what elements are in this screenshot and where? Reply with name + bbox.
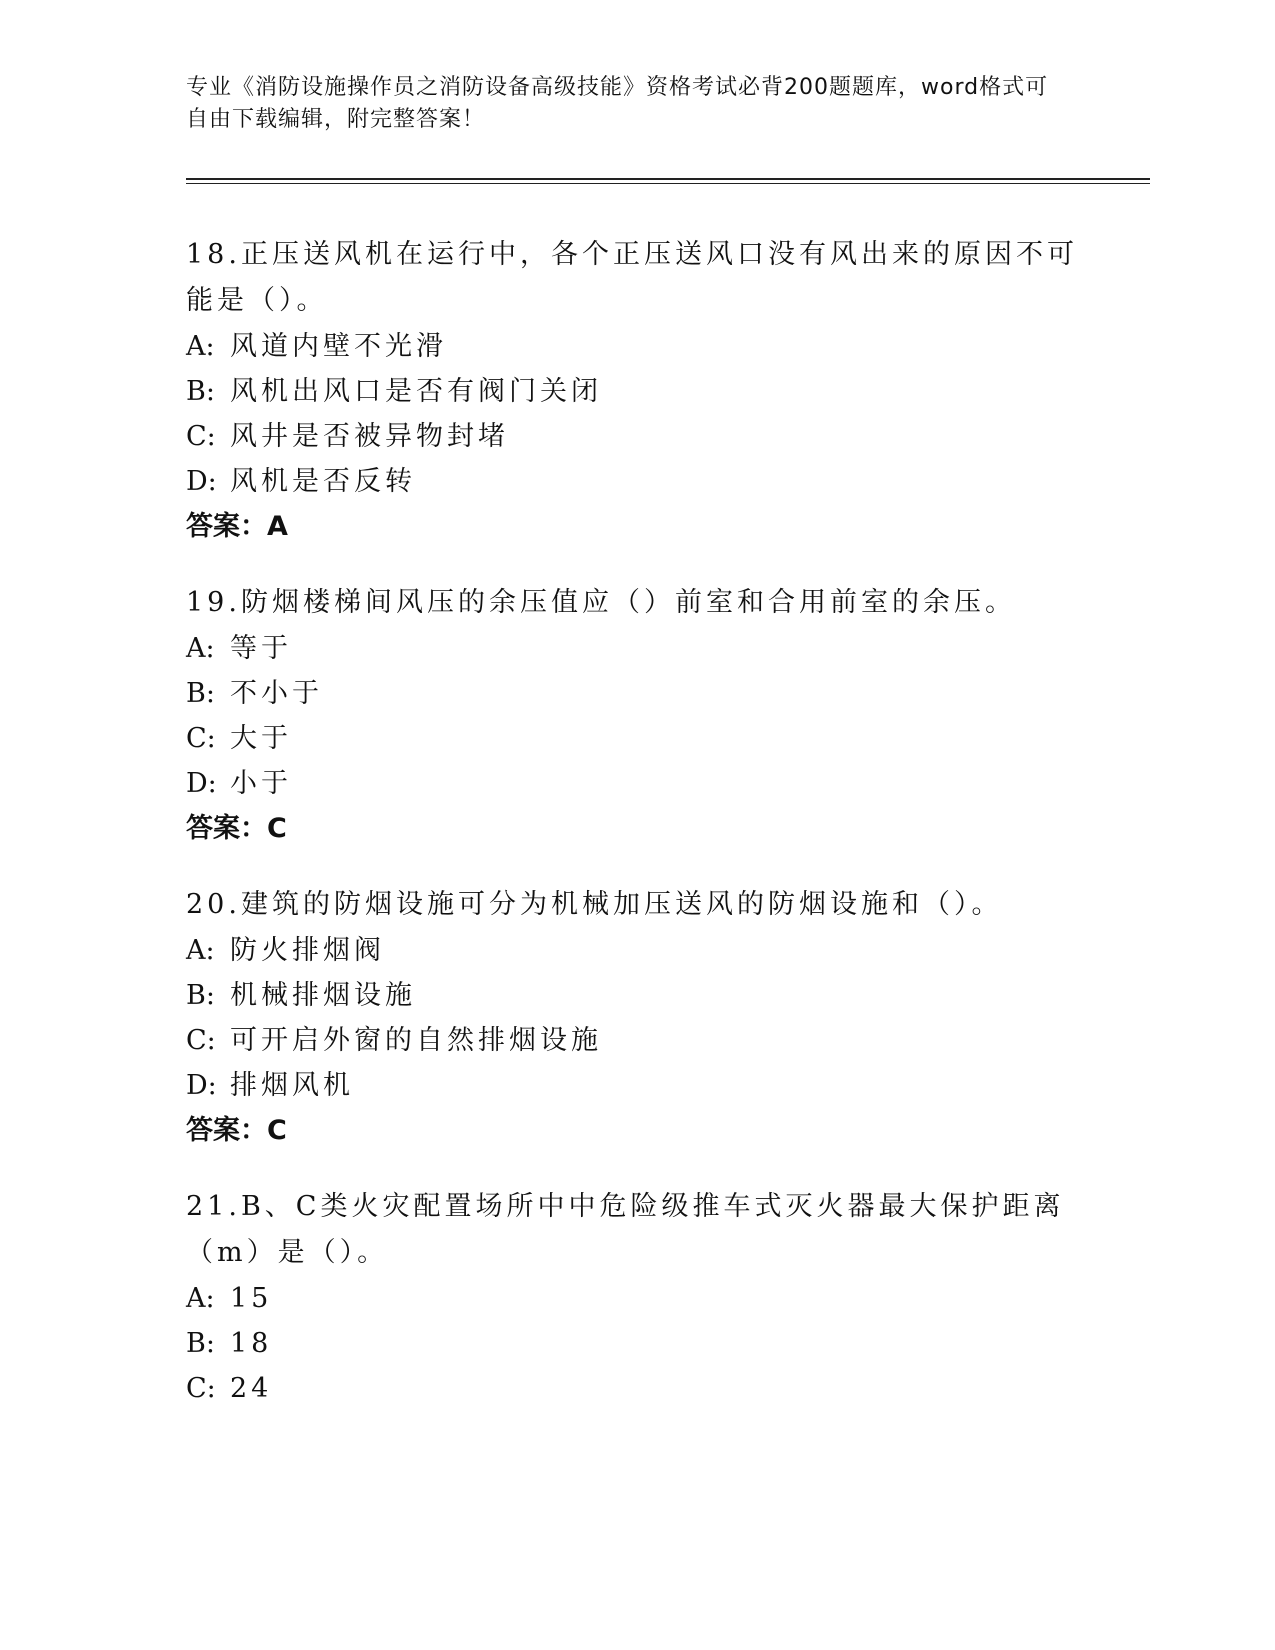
question-stem: 21.B、C类火灾配置场所中中危险级推车式灭火器最大保护距离（m）是（）。	[186, 1191, 1065, 1268]
answer: 答案：C	[186, 1115, 287, 1146]
option-d	[186, 1063, 1086, 1108]
option-b	[186, 973, 1086, 1018]
document-header: 专业《消防设施操作员之消防设备高级技能》资格考试必背200题题库，word格式可自由下载编辑，附完整答案！	[186, 75, 1049, 132]
option-d	[186, 459, 1086, 504]
option-c	[186, 1018, 1086, 1063]
option-text: 防火排烟阀	[230, 935, 385, 966]
option-a	[186, 1276, 1086, 1321]
option-key: B:	[186, 980, 215, 1011]
question-stem: 18.正压送风机在运行中，各个正压送风口没有风出来的原因不可能是（）。	[186, 239, 1078, 316]
option-key: B:	[186, 1328, 215, 1359]
option-text: 风道内壁不光滑	[230, 331, 447, 362]
answer: 答案：A	[186, 511, 288, 542]
option-key: D:	[186, 466, 217, 497]
option-text: 不小于	[230, 678, 323, 709]
option-text: 风井是否被异物封堵	[230, 421, 509, 452]
option-key: B:	[186, 376, 215, 407]
option-key: C:	[186, 421, 216, 452]
option-key: A:	[186, 331, 215, 362]
option-key: A:	[186, 1283, 215, 1314]
option-key: A:	[186, 633, 215, 664]
option-b	[186, 1321, 1086, 1366]
option-text: 15	[230, 1283, 273, 1314]
option-c	[186, 1366, 1086, 1411]
option-key: A:	[186, 935, 215, 966]
option-key: C:	[186, 723, 216, 754]
option-key: C:	[186, 1373, 216, 1404]
option-key: D:	[186, 1070, 217, 1101]
option-c	[186, 414, 1086, 459]
question-stem: 19.防烟楼梯间风压的余压值应（）前室和合用前室的余压。	[186, 587, 1016, 618]
option-d	[186, 761, 1086, 806]
option-key: C:	[186, 1025, 216, 1056]
option-text: 机械排烟设施	[230, 980, 416, 1011]
question-stem: 20.建筑的防烟设施可分为机械加压送风的防烟设施和（）。	[186, 889, 1003, 920]
option-text: 风机是否反转	[230, 466, 416, 497]
option-a	[186, 928, 1086, 973]
option-key: D:	[186, 768, 217, 799]
option-text: 排烟风机	[230, 1070, 354, 1101]
option-text: 风机出风口是否有阀门关闭	[230, 376, 602, 407]
option-text: 小于	[230, 768, 292, 799]
question-18	[186, 232, 1086, 550]
option-text: 等于	[230, 633, 292, 664]
option-c	[186, 716, 1086, 761]
question-19	[186, 580, 1086, 852]
question-list	[186, 232, 1086, 1441]
question-20	[186, 882, 1086, 1154]
header-divider-thin	[186, 183, 1150, 184]
option-text: 大于	[230, 723, 292, 754]
answer: 答案：C	[186, 813, 287, 844]
option-b	[186, 369, 1086, 414]
option-a	[186, 626, 1086, 671]
option-text: 18	[230, 1328, 273, 1359]
question-21	[186, 1184, 1086, 1411]
option-b	[186, 671, 1086, 716]
option-text: 24	[230, 1373, 273, 1404]
option-key: B:	[186, 678, 215, 709]
option-a	[186, 324, 1086, 369]
header-divider-thick	[186, 178, 1150, 180]
option-text: 可开启外窗的自然排烟设施	[230, 1025, 602, 1056]
